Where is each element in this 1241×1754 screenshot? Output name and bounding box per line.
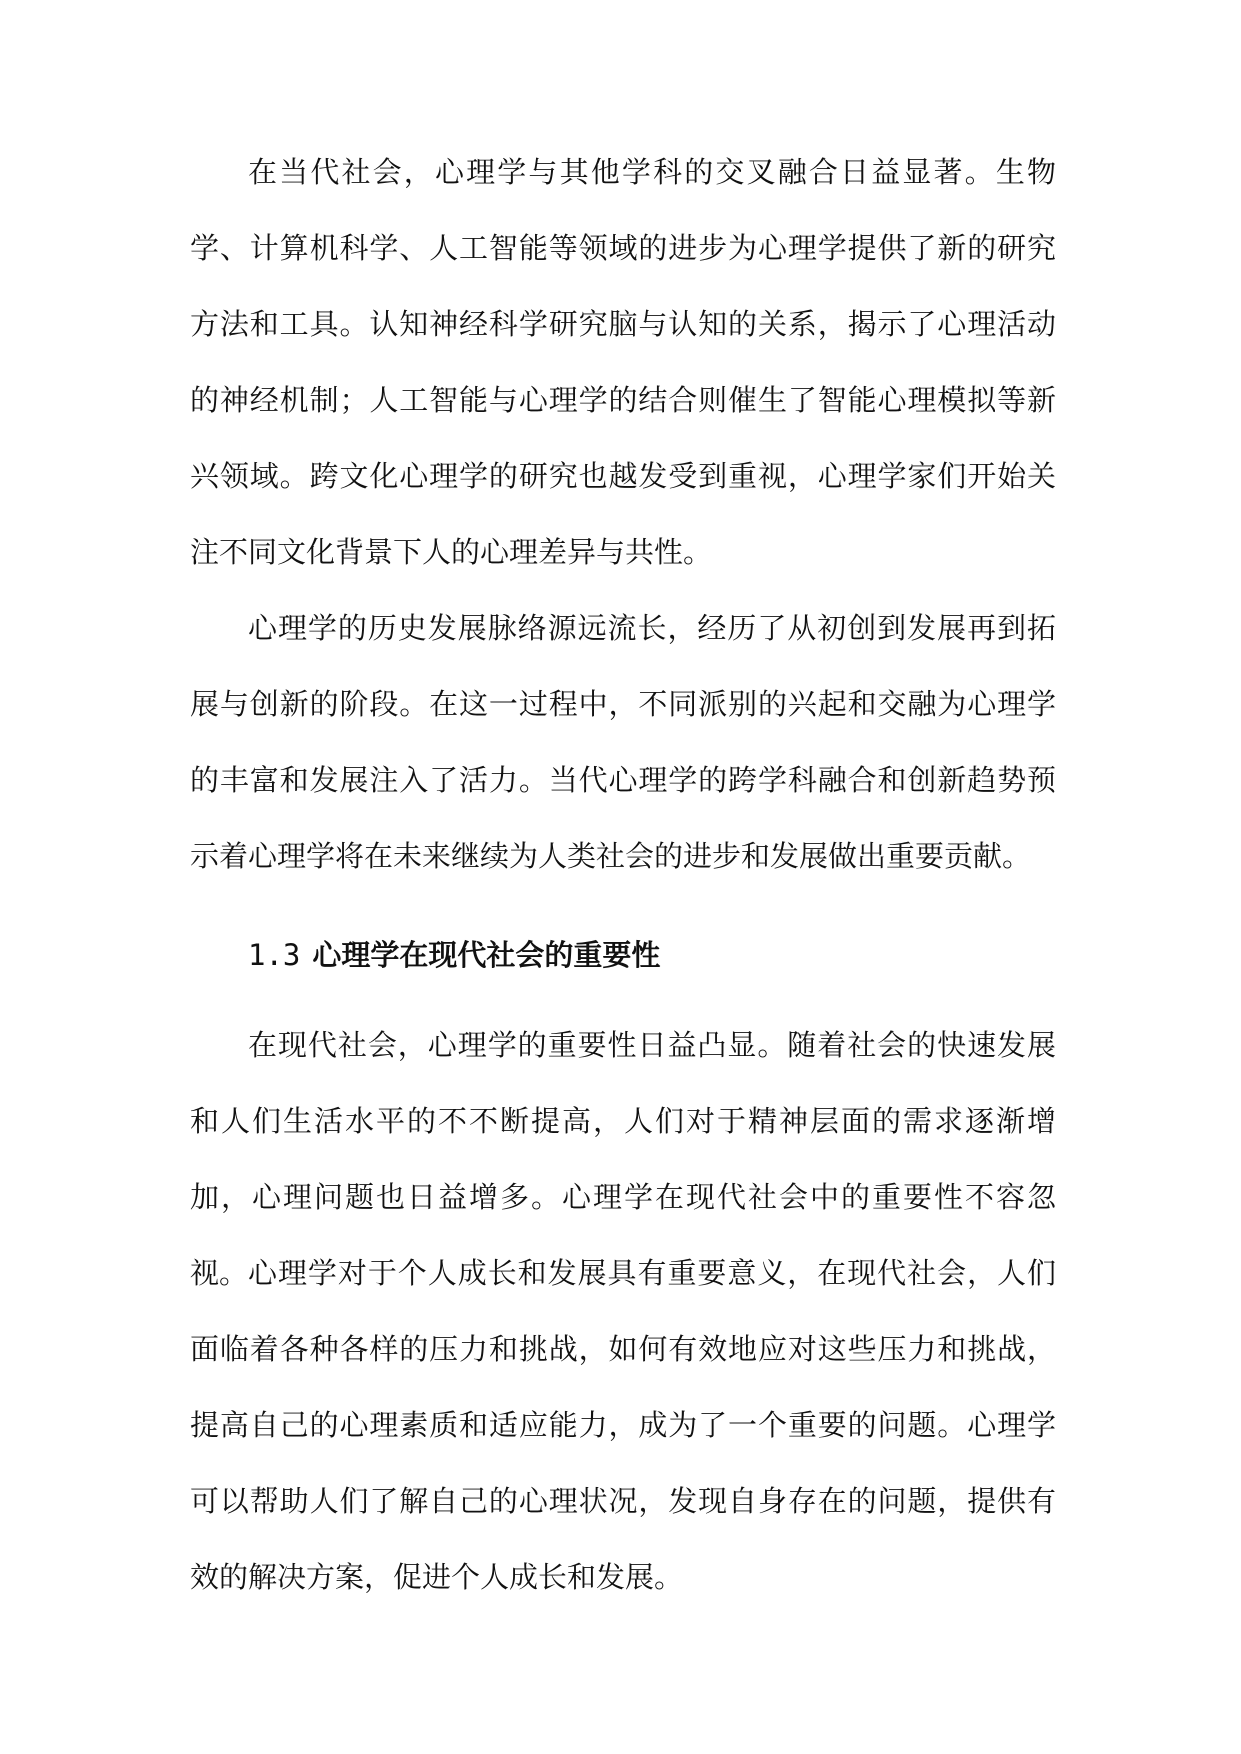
paragraph-interdisciplinary: 在当代社会，心理学与其他学科的交叉融合日益显著。生物学、计算机科学、人工智能等领域的进步为心理学提供了新的研究方法和工具。认知神经科学研究脑与认知的关系，揭示了心理活动的神经机制；人工智能与心理学的结合则催生了智能心理模拟等新兴领域。跨文化心理学的研究也越发受到重视，心理学家们开始关注不同文化背景下人的心理差异与共性。: [190, 155, 1056, 569]
section-number: 1.3: [248, 938, 301, 972]
paragraph-importance: 在现代社会，心理学的重要性日益凸显。随着社会的快速发展和人们生活水平的不不断提高，人们对于精神层面的需求逐渐增加，心理问题也日益增多。心理学在现代社会中的重要性不容忽视。: [190, 1028, 1056, 1290]
section-title: 心理学在现代社会的重要性: [312, 938, 661, 972]
paragraph-history-summary: 心理学的历史发展脉络源远流长，经历了从初创到发展再到拓展与创新的阶段。在这一过程中，不同派别的兴起和交融为心理学的丰富和发展注入了活力。当代心理学的跨学科融合和创新趋势预示着心理学将在未来继续为人类社会的进步和发展做出重要贡献。: [190, 611, 1056, 873]
section-heading: [248, 935, 660, 975]
paragraph-personal-growth: 心理学对于个人成长和发展具有重要意义，在现代社会，人们面临着各种各样的压力和挑战，如何有效地应对这些压力和挑战，提高自己的心理素质和适应能力，成为了一个重要的问题。心理学可以帮助人们了解自己的心理状况，发现自身存在的问题，提供有效的解决方案，促进个人成长和发展。: [190, 1256, 1056, 1594]
